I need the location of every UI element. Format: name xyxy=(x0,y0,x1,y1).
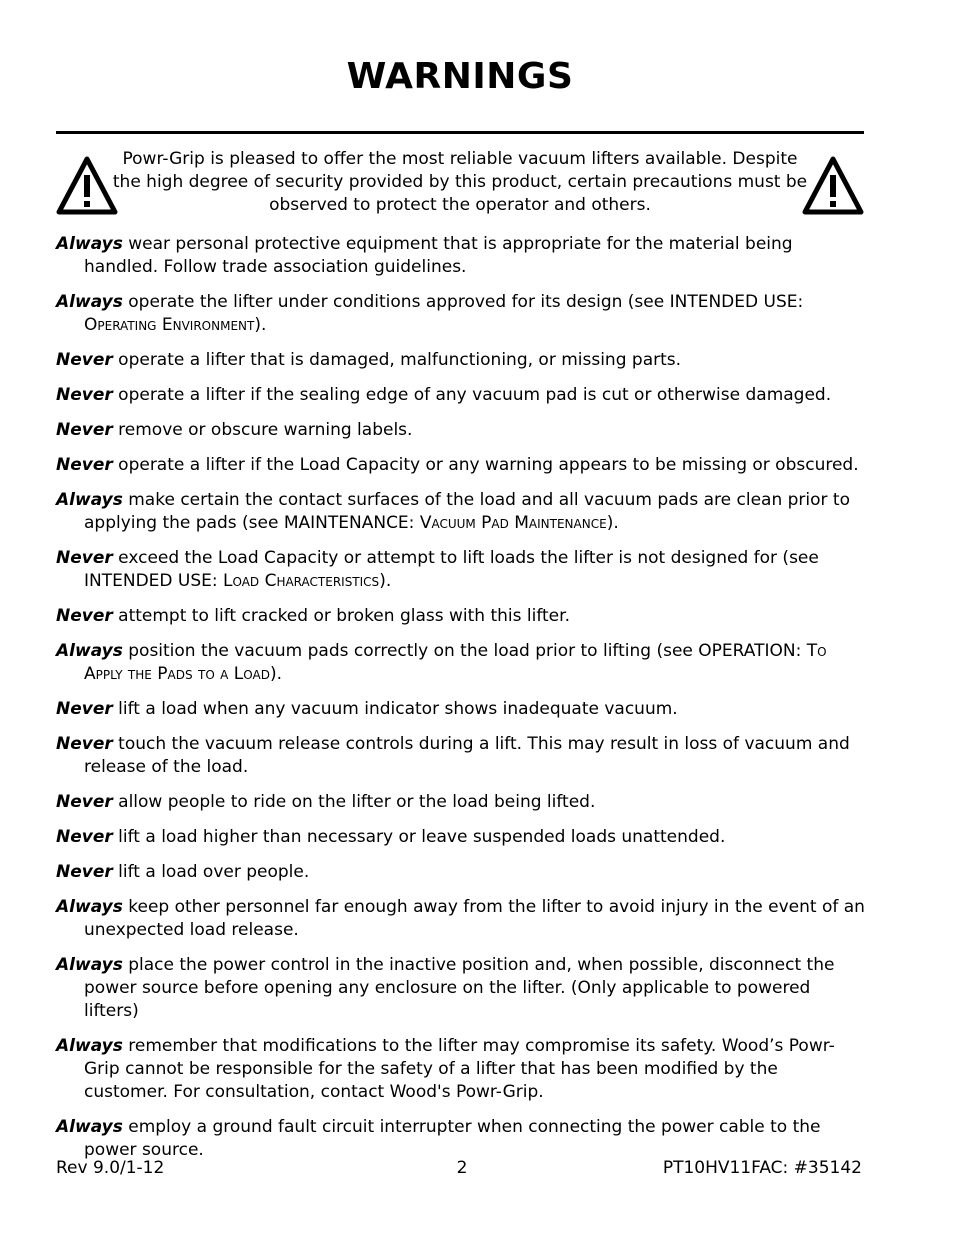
warning-item xyxy=(56,861,866,884)
warning-item xyxy=(56,419,866,442)
warning-item xyxy=(56,698,866,721)
footer-page-number: 2 xyxy=(456,1158,468,1178)
warning-text: operate a lifter if the sealing edge of any vacuum pad is cut or otherwise damaged. xyxy=(112,385,832,405)
warning-text: lift a load when any vacuum indicator shows inadequate vacuum. xyxy=(112,699,678,719)
warning-keyword: Never xyxy=(56,792,113,812)
warning-text: exceed the Load Capacity or attempt to lift loads the lifter is not designed for (see INTENDED USE: xyxy=(84,548,819,591)
warning-text: position the vacuum pads correctly on the load prior to lifting (see OPERATION: xyxy=(122,641,807,661)
section-reference: Operating Environment xyxy=(84,315,255,335)
warning-text: operate a lifter that is damaged, malfunctioning, or missing parts. xyxy=(112,350,682,370)
warning-item xyxy=(56,1116,866,1162)
warning-item xyxy=(56,791,866,814)
warning-keyword: Always xyxy=(56,1117,123,1137)
warning-keyword: Never xyxy=(56,862,113,882)
warning-item xyxy=(56,489,866,535)
warning-text: attempt to lift cracked or broken glass with this lifter. xyxy=(112,606,570,626)
footer-revision: Rev 9.0/1-12 xyxy=(56,1158,165,1178)
warning-item xyxy=(56,605,866,628)
warning-triangle-icon xyxy=(801,155,865,217)
warning-keyword: Always xyxy=(56,1036,123,1056)
warning-item xyxy=(56,349,866,372)
warning-text: lift a load over people. xyxy=(112,862,310,882)
warning-text-tail: ). xyxy=(606,513,619,533)
page-title: WARNINGS xyxy=(346,56,574,97)
warning-keyword: Always xyxy=(56,955,123,975)
warning-item xyxy=(56,454,866,477)
warning-keyword: Never xyxy=(56,548,113,568)
warning-text: place the power control in the inactive position and, when possible, disconnect the power source before opening any enclosure on the lifter. (Only applicable to powered lifters) xyxy=(84,955,835,1021)
warning-text: operate a lifter if the Load Capacity or any warning appears to be missing or obscured. xyxy=(112,455,859,475)
section-reference: Load Characteristics xyxy=(223,571,380,591)
warning-keyword: Always xyxy=(56,641,123,661)
intro-paragraph: Powr-Grip is pleased to offer the most reliable vacuum lifters available. Despite the high degree of security provided by this product, certain precautions must be observed to protect the operator and others. xyxy=(112,149,808,215)
warning-keyword: Never xyxy=(56,455,113,475)
warning-text: allow people to ride on the lifter or the load being lifted. xyxy=(112,792,596,812)
warning-item xyxy=(56,384,866,407)
warning-text: employ a ground fault circuit interrupter when connecting the power cable to the power source. xyxy=(84,1117,821,1160)
warning-text-tail: ). xyxy=(379,571,392,591)
warning-keyword: Never xyxy=(56,420,113,440)
warning-text: touch the vacuum release controls during a lift. This may result in loss of vacuum and release of the load. xyxy=(84,734,850,777)
warning-keyword: Always xyxy=(56,897,123,917)
warning-item xyxy=(56,896,866,942)
warning-text: operate the lifter under conditions approved for its design (see INTENDED USE: xyxy=(122,292,804,312)
warning-item xyxy=(56,640,866,686)
warning-item xyxy=(56,547,866,593)
warning-keyword: Never xyxy=(56,734,113,754)
warning-keyword: Never xyxy=(56,385,113,405)
warning-item xyxy=(56,1035,866,1104)
warning-item xyxy=(56,233,866,279)
warning-text-tail: ). xyxy=(269,664,282,684)
warning-keyword: Always xyxy=(56,234,123,254)
title-divider xyxy=(56,131,864,134)
warning-item xyxy=(56,826,866,849)
warning-item xyxy=(56,733,866,779)
warning-keyword: Always xyxy=(56,490,123,510)
warning-keyword: Never xyxy=(56,827,113,847)
footer-document-id: PT10HV11FAC: #35142 xyxy=(662,1158,862,1178)
warning-text: make certain the contact surfaces of the load and all vacuum pads are clean prior to applying the pads (see MAINTENANCE: xyxy=(84,490,850,533)
warning-item xyxy=(56,291,866,337)
warning-text: wear personal protective equipment that is appropriate for the material being handled. Follow trade association guidelines. xyxy=(84,234,793,277)
warning-keyword: Never xyxy=(56,350,113,370)
section-reference: Vacuum Pad Maintenance xyxy=(419,513,607,533)
warning-keyword: Never xyxy=(56,699,113,719)
warning-text: remove or obscure warning labels. xyxy=(112,420,413,440)
warning-keyword: Never xyxy=(56,606,113,626)
warning-keyword: Always xyxy=(56,292,123,312)
warning-text: lift a load higher than necessary or leave suspended loads unattended. xyxy=(112,827,726,847)
warning-text-tail: ). xyxy=(254,315,267,335)
warning-triangle-icon xyxy=(55,155,119,217)
warning-item xyxy=(56,954,866,1023)
warnings-list xyxy=(56,233,866,1174)
section-reference: To Apply the Pads to a Load xyxy=(84,641,827,684)
warning-text: keep other personnel far enough away from the lifter to avoid injury in the event of an unexpected load release. xyxy=(84,897,865,940)
warning-text: remember that modifications to the lifter may compromise its safety. Wood’s Powr-Grip cannot be responsible for the safety of a lifter that has been modified by the customer. For consultation, contact Wood's Powr-Grip. xyxy=(84,1036,835,1102)
